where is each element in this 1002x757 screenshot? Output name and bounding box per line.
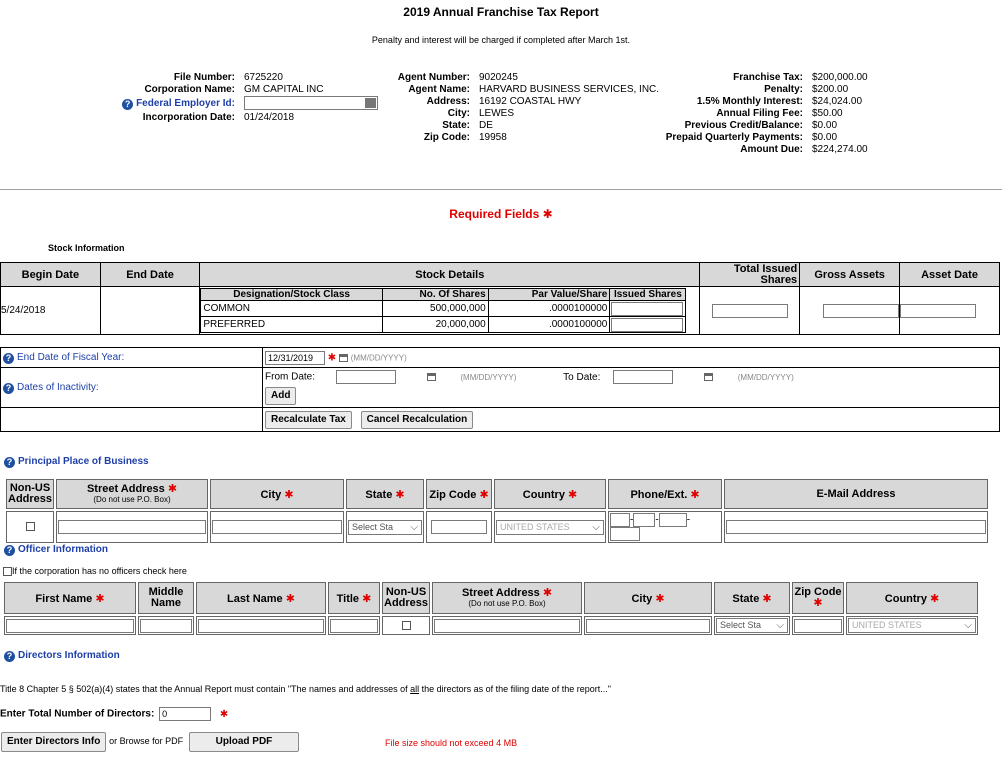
agent-zip-value: 19958 (479, 132, 507, 143)
corp-name-label: Corporation Name: (144, 84, 235, 95)
title-header: Title ✱ (328, 582, 380, 614)
required-star-icon: ✱ (362, 592, 372, 605)
required-star-icon: ✱ (284, 488, 294, 501)
issued-cell (610, 301, 686, 317)
phone-ext-input[interactable] (610, 527, 640, 541)
zip-header: Zip Code ✱ (426, 479, 492, 509)
help-icon[interactable]: ? (3, 353, 14, 364)
par-header: Par Value/Share (488, 289, 610, 301)
directors-section-label: ? Directors Information (4, 650, 120, 662)
state-select[interactable]: Select Sta ⌵ (348, 520, 422, 535)
issued-cell (610, 317, 686, 333)
help-icon[interactable]: ? (4, 651, 15, 662)
required-fields-note: Required Fields ✱ (449, 207, 553, 221)
inactivity-label: Dates of Inactivity: (17, 381, 99, 393)
inc-date-label: Incorporation Date: (142, 112, 235, 123)
table-row (201, 301, 686, 317)
directors-count-input[interactable]: 0 (159, 707, 211, 721)
officer-country-cell (846, 616, 978, 635)
middle-name-input[interactable] (140, 619, 192, 633)
or-browse-label: or Browse for PDF (109, 736, 184, 746)
zip-input[interactable] (431, 520, 487, 534)
fee-label: Franchise Tax: (733, 72, 803, 83)
street-cell (56, 511, 208, 543)
officer-country-header: Country ✱ (846, 582, 978, 614)
end-date-cell (100, 287, 200, 335)
stock-details-header: Stock Details (200, 263, 700, 287)
fee-label: Penalty: (764, 84, 803, 95)
directors-count-row (0, 707, 228, 721)
fee-summary (0, 72, 868, 156)
required-star-icon: ✱ (395, 488, 405, 501)
agent-number-value: 9020245 (479, 72, 518, 83)
chevron-down-icon: ⌵ (592, 521, 601, 533)
email-cell (724, 511, 988, 543)
country-cell (494, 511, 606, 543)
country-header: Country ✱ (494, 479, 606, 509)
fiscal-end-label-cell (1, 348, 263, 368)
amount-due-value: $224,274.00 (812, 144, 868, 155)
fee-value: $200,000.00 (812, 72, 868, 83)
agent-city-label: City: (447, 108, 470, 119)
officer-city-header: City ✱ (584, 582, 712, 614)
agent-state-value: DE (479, 120, 493, 131)
required-star-icon: ✱ (327, 352, 337, 364)
fee-value: $200.00 (812, 84, 849, 95)
officer-nonus-checkbox[interactable] (402, 621, 411, 630)
officer-state-select[interactable]: Select Sta ⌵ (716, 618, 788, 633)
officer-zip-header: Zip Code ✱ (792, 582, 844, 614)
officer-nonus-cell (382, 616, 430, 635)
street-note: (Do not use P.O. Box) (93, 494, 171, 504)
state-header: State ✱ (346, 479, 424, 509)
file-number-label: File Number: (173, 72, 235, 83)
inactivity-cell (263, 368, 1000, 408)
fiscal-end-input[interactable]: 12/31/2019 (265, 351, 325, 365)
officer-country-select[interactable]: UNITED STATES ⌵ (848, 618, 976, 633)
officer-zip-cell (792, 616, 844, 635)
phone-prefix-input[interactable] (633, 513, 655, 527)
gross-assets-header: Gross Assets (800, 263, 900, 287)
agent-city-value: LEWES (479, 108, 515, 119)
designation-header: Designation/Stock Class (201, 289, 383, 301)
fee-value: $24,024.00 (812, 96, 863, 107)
title-input[interactable] (330, 619, 378, 633)
calendar-icon[interactable] (427, 373, 436, 381)
divider (0, 189, 1002, 190)
phone-cell: - - - (608, 511, 722, 543)
inactivity-label-cell (1, 368, 263, 408)
amount-due-label: Amount Due: (740, 144, 803, 155)
to-date-label: To Date: (563, 371, 601, 383)
stock-class-table (200, 288, 686, 333)
calendar-icon[interactable] (339, 354, 348, 362)
table-row (201, 317, 686, 333)
first-name-cell (4, 616, 136, 635)
stock-table (0, 262, 1000, 335)
required-star-icon: ✱ (542, 207, 553, 221)
agent-zip-label: Zip Code: (423, 132, 470, 143)
officer-state-cell (714, 616, 790, 635)
required-star-icon: ✱ (167, 482, 178, 495)
phone-line-input[interactable] (659, 513, 687, 527)
first-name-header: First Name ✱ (4, 582, 136, 614)
no-officers-checkbox[interactable] (3, 567, 12, 576)
total-issued-input[interactable] (712, 304, 788, 318)
directors-actions (1, 732, 299, 752)
agent-number-label: Agent Number: (397, 72, 470, 83)
stock-section-label: Stock Information (48, 243, 125, 253)
required-star-icon: ✱ (479, 488, 489, 501)
asset-date-header: Asset Date (900, 263, 1000, 287)
agent-address-label: Address: (426, 96, 470, 107)
penalty-notice: Penalty and interest will be charged if completed after March 1st. (371, 35, 631, 45)
phone-area-input[interactable] (610, 513, 630, 527)
first-name-input[interactable] (6, 619, 134, 633)
country-select[interactable]: UNITED STATES ⌵ (496, 520, 604, 535)
agent-name-label: Agent Name: (408, 84, 470, 95)
total-issued-header: Total Issued Shares (700, 263, 800, 287)
fee-label: 1.5% Monthly Interest: (696, 96, 803, 107)
required-star-icon: ✱ (813, 597, 823, 609)
officer-section-label: ? Officer Information (4, 544, 108, 556)
officer-zip-input[interactable] (794, 619, 842, 633)
officer-street-input[interactable] (434, 619, 580, 633)
gross-assets-cell (800, 287, 900, 335)
fee-label: Prepaid Quarterly Payments: (665, 132, 803, 143)
enter-directors-button[interactable]: Enter Directors Info (1, 732, 106, 752)
principal-section-label: ? Principal Place of Business (4, 456, 149, 468)
fee-value: $0.00 (812, 132, 838, 143)
recalc-cell (263, 408, 1000, 432)
street-input[interactable] (58, 520, 206, 534)
required-star-icon: ✱ (219, 708, 229, 720)
officer-city-cell (584, 616, 712, 635)
asset-date-input[interactable] (900, 304, 976, 318)
add-inactivity-button[interactable]: Add (265, 387, 296, 405)
street-note: (Do not use P.O. Box) (468, 598, 546, 608)
officer-street-cell (432, 616, 582, 635)
from-date-input[interactable] (336, 370, 396, 384)
file-size-note: File size should not exceed 4 MB (385, 738, 518, 748)
total-issued-cell (700, 287, 800, 335)
chevron-down-icon: ⌵ (964, 620, 972, 631)
email-header: E-Mail Address (724, 479, 988, 509)
required-star-icon: ✱ (930, 592, 940, 605)
last-name-header: Last Name ✱ (196, 582, 326, 614)
city-input[interactable] (212, 520, 342, 534)
upload-pdf-button[interactable]: Upload PDF (189, 732, 299, 752)
directors-count-label: Enter Total Number of Directors: (0, 708, 155, 720)
phone-header: Phone/Ext. ✱ (608, 479, 722, 509)
stock-details-cell (200, 287, 700, 335)
chevron-down-icon: ⌵ (776, 620, 785, 631)
issued-header: Issued Shares (610, 289, 686, 301)
stock-shares: 500,000,000 (382, 301, 488, 317)
no-officers-row (3, 566, 187, 576)
street-header: Street Address ✱ (Do not use P.O. Box) (56, 479, 208, 509)
to-date-input[interactable] (613, 370, 673, 384)
agent-name-value: HARVARD BUSINESS SERVICES, INC. (479, 84, 660, 95)
fee-value: $0.00 (812, 120, 838, 131)
middle-name-cell (138, 616, 194, 635)
from-date-label: From Date: (265, 371, 316, 383)
stock-shares: 20,000,000 (382, 317, 488, 333)
fee-label: Annual Filing Fee: (716, 108, 803, 119)
officer-nonus-header: Non-US Address (382, 582, 430, 614)
required-star-icon: ✱ (690, 488, 700, 501)
calendar-icon[interactable] (704, 373, 713, 381)
stock-class: PREFERRED (201, 317, 383, 333)
recalculate-tax-button[interactable]: Recalculate Tax (265, 411, 352, 429)
shares-header: No. Of Shares (382, 289, 488, 301)
required-star-icon: ✱ (285, 592, 295, 605)
cancel-recalculation-button[interactable]: Cancel Recalculation (361, 411, 474, 429)
issued-shares-input[interactable] (611, 318, 683, 332)
officer-city-input[interactable] (586, 619, 710, 633)
date-format-hint: (MM/DD/YYYY) (737, 372, 794, 382)
asset-date-cell (900, 287, 1000, 335)
gross-assets-input[interactable] (823, 304, 899, 318)
chevron-down-icon: ⌵ (410, 521, 419, 533)
city-header: City ✱ (210, 479, 344, 509)
help-icon[interactable]: ? (4, 545, 15, 556)
corp-name-value: GM CAPITAL INC (244, 84, 324, 95)
officer-state-header: State ✱ (714, 582, 790, 614)
middle-name-header: Middle Name (138, 582, 194, 614)
required-star-icon: ✱ (542, 586, 553, 599)
required-star-icon: ✱ (655, 592, 665, 605)
end-date-header: End Date (100, 263, 200, 287)
required-star-icon: ✱ (762, 592, 772, 605)
file-number-value: 6725220 (244, 72, 283, 83)
inc-date-value: 01/24/2018 (244, 112, 295, 123)
stock-par: .0000100000 (488, 317, 610, 333)
recalc-label-cell (1, 408, 263, 432)
title-cell (328, 616, 380, 635)
state-cell (346, 511, 424, 543)
stock-par: .0000100000 (488, 301, 610, 317)
required-star-icon: ✱ (95, 592, 105, 605)
begin-date-header: Begin Date (1, 263, 101, 287)
city-cell (210, 511, 344, 543)
fee-value: $50.00 (812, 108, 843, 119)
nonus-header: Non-US Address (6, 479, 54, 509)
date-format-hint: (MM/DD/YYYY) (460, 372, 517, 382)
fiscal-end-cell (263, 348, 1000, 368)
fiscal-table (0, 347, 1000, 432)
fee-label: Previous Credit/Balance: (684, 120, 803, 131)
no-officers-label: If the corporation has no officers check here (12, 566, 187, 576)
nonus-cell (6, 511, 54, 543)
begin-date-cell: 5/24/2018 (1, 287, 101, 335)
officer-street-header: Street Address ✱ (Do not use P.O. Box) (432, 582, 582, 614)
statute-text: Title 8 Chapter 5 § 502(a)(4) states that the Annual Report must contain "The names and addresses of all the directors as of the filing date of the report..." (0, 684, 611, 694)
required-star-icon: ✱ (568, 488, 578, 501)
last-name-input[interactable] (198, 619, 324, 633)
nonus-checkbox[interactable] (26, 522, 35, 531)
email-input[interactable] (726, 520, 986, 534)
fein-label[interactable]: ? Federal Employer Id: (0, 96, 244, 112)
stock-class: COMMON (201, 301, 383, 317)
agent-state-label: State: (442, 120, 470, 131)
issued-shares-input[interactable] (611, 302, 683, 316)
fiscal-end-label: End Date of Fiscal Year: (17, 351, 125, 363)
zip-cell (426, 511, 492, 543)
help-icon[interactable]: ? (4, 457, 15, 468)
help-icon[interactable]: ? (122, 99, 133, 110)
page-title: 2019 Annual Franchise Tax Report (403, 5, 599, 19)
help-icon[interactable]: ? (3, 383, 14, 394)
date-format-hint: (MM/DD/YYYY) (350, 353, 407, 363)
agent-address-value: 16192 COASTAL HWY (479, 96, 582, 107)
officer-table (2, 580, 980, 637)
last-name-cell (196, 616, 326, 635)
principal-table (4, 477, 990, 545)
